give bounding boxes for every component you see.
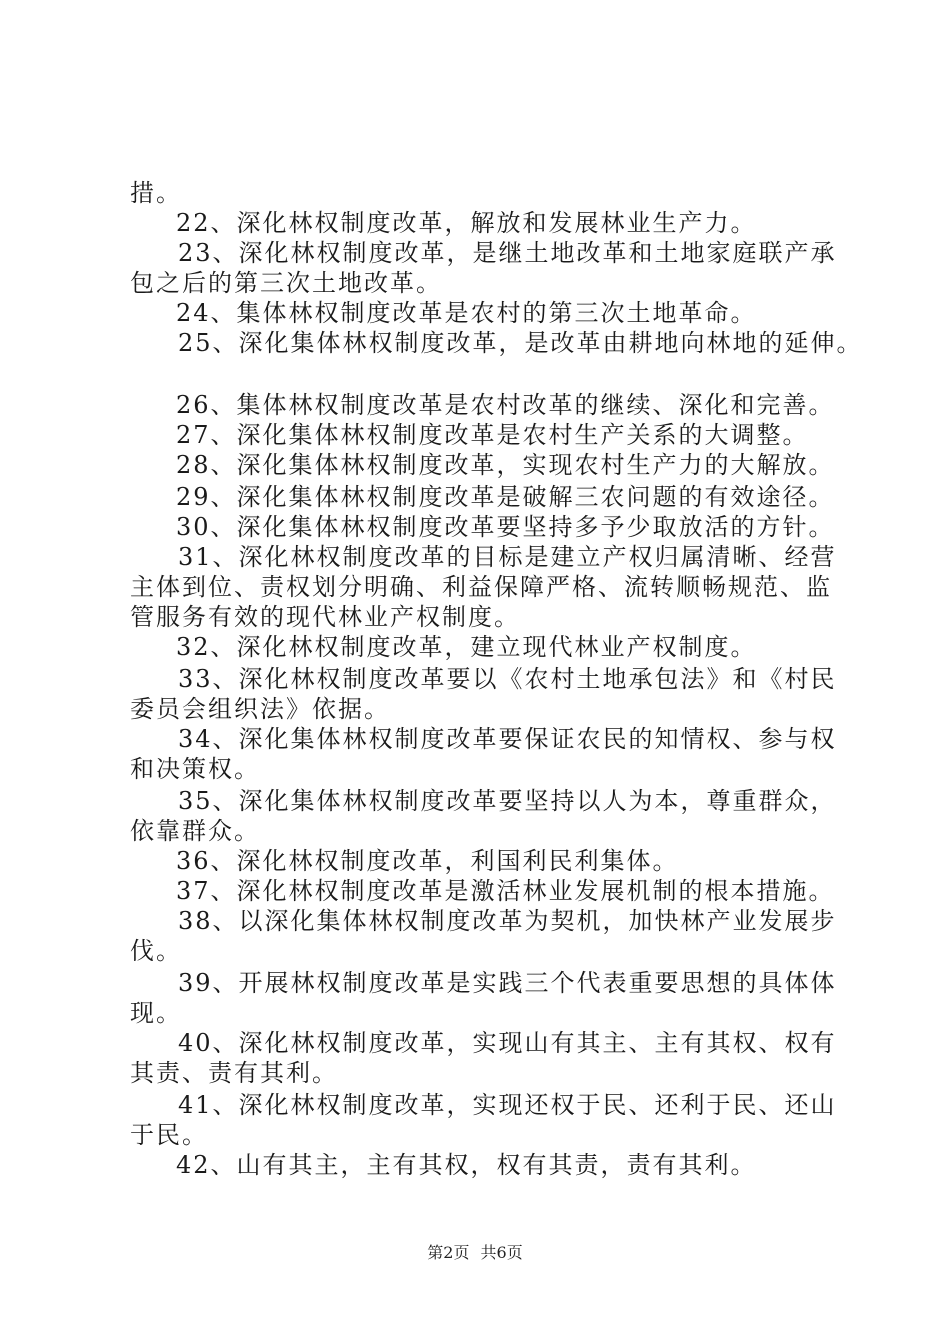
text-line: 措。	[130, 179, 182, 207]
text-line: 管服务有效的现代林业产权制度。	[130, 603, 520, 631]
text-line: 23、深化林权制度改革，是继土地改革和土地家庭联产承	[178, 239, 837, 267]
text-line: 40、深化林权制度改革，实现山有其主、主有其权、权有	[178, 1029, 837, 1057]
text-line: 主体到位、责权划分明确、利益保障严格、流转顺畅规范、监	[130, 573, 832, 601]
text-line: 36、深化林权制度改革，利国利民利集体。	[176, 847, 679, 875]
text-line: 42、山有其主，主有其权，权有其责，责有其利。	[176, 1151, 757, 1179]
page-number: 第2页	[427, 1243, 470, 1262]
text-line: 和决策权。	[130, 755, 260, 783]
text-line: 28、深化集体林权制度改革，实现农村生产力的大解放。	[176, 451, 835, 479]
text-line: 31、深化林权制度改革的目标是建立产权归属清晰、经营	[178, 543, 837, 571]
text-line: 39、开展林权制度改革是实践三个代表重要思想的具体体	[178, 969, 837, 997]
page-total: 共6页	[480, 1243, 523, 1262]
text-line: 委员会组织法》依据。	[130, 695, 390, 723]
text-line: 现。	[130, 999, 182, 1027]
page-footer	[0, 1243, 950, 1263]
text-line: 27、深化集体林权制度改革是农村生产关系的大调整。	[176, 421, 809, 449]
text-line: 34、深化集体林权制度改革要保证农民的知情权、参与权	[178, 725, 837, 753]
text-line: 22、深化林权制度改革，解放和发展林业生产力。	[176, 209, 757, 237]
text-line: 41、深化林权制度改革，实现还权于民、还利于民、还山	[178, 1091, 837, 1119]
text-line: 30、深化集体林权制度改革要坚持多予少取放活的方针。	[176, 513, 835, 541]
text-line: 24、集体林权制度改革是农村的第三次土地革命。	[176, 299, 757, 327]
text-line: 38、以深化集体林权制度改革为契机，加快林产业发展步	[178, 907, 837, 935]
text-line: 包之后的第三次土地改革。	[130, 269, 442, 297]
text-line: 29、深化集体林权制度改革是破解三农问题的有效途径。	[176, 483, 835, 511]
text-line: 伐。	[130, 937, 182, 965]
text-line: 35、深化集体林权制度改革要坚持以人为本，尊重群众，	[178, 787, 837, 815]
text-line: 32、深化林权制度改革，建立现代林业产权制度。	[176, 633, 757, 661]
text-line: 25、深化集体林权制度改革，是改革由耕地向林地的延伸。	[178, 329, 863, 357]
text-line: 26、集体林权制度改革是农村改革的继续、深化和完善。	[176, 391, 835, 419]
text-line: 依靠群众。	[130, 817, 260, 845]
text-line: 于民。	[130, 1121, 208, 1149]
text-line: 37、深化林权制度改革是激活林业发展机制的根本措施。	[176, 877, 835, 905]
text-line: 其责、责有其利。	[130, 1059, 338, 1087]
text-line: 33、深化林权制度改革要以《农村土地承包法》和《村民	[178, 665, 837, 693]
